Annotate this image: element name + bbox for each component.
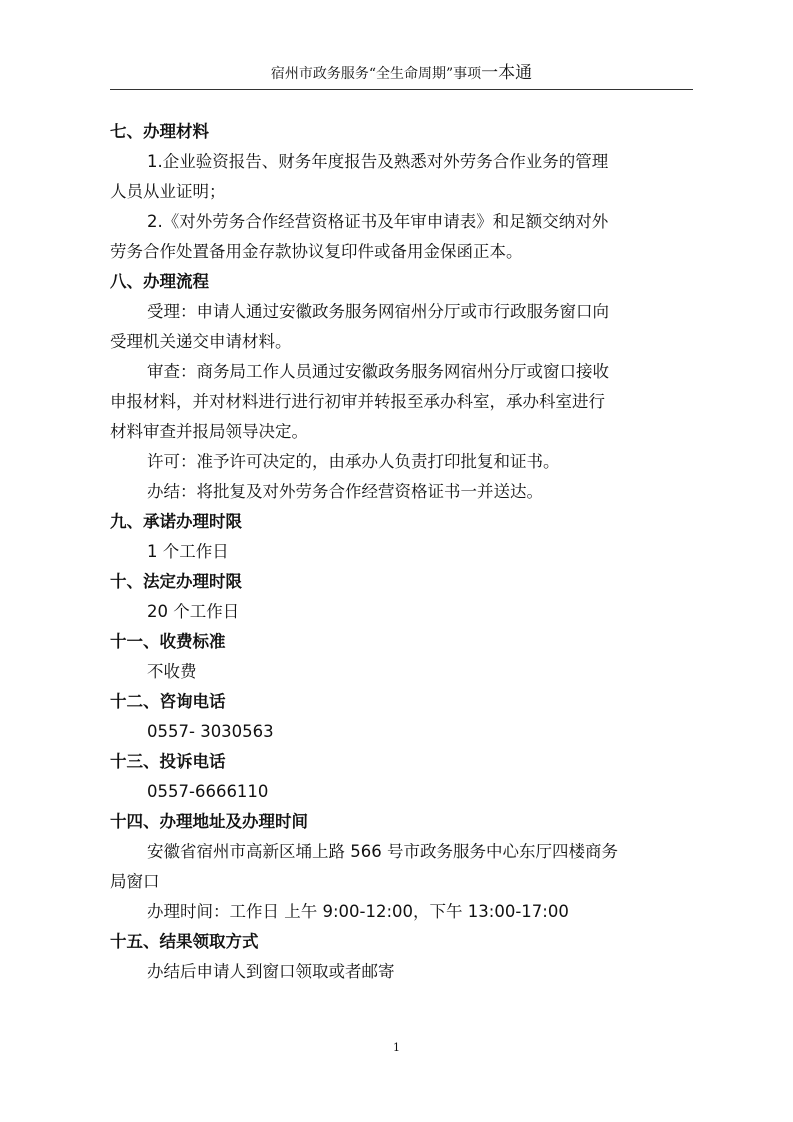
section-heading: 十一、收费标准: [110, 632, 226, 651]
section-heading: 十二、咨询电话: [110, 692, 226, 711]
paragraph-line: 1.企业验资报告、财务年度报告及熟悉对外劳务合作业务的管理: [147, 152, 609, 171]
paragraph-line: 办理时间：工作日 上午 9:00-12:00，下午 13:00-17:00: [147, 902, 569, 921]
section-heading: 七、办理材料: [110, 122, 209, 141]
paragraph-line: 0557- 3030563: [147, 722, 274, 741]
paragraph-line: 20 个工作日: [147, 602, 240, 621]
paragraph-line: 材料审查并报局领导决定。: [110, 422, 308, 441]
paragraph-line: 不收费: [147, 662, 197, 681]
paragraph-line: 审查：商务局工作人员通过安徽政务服务网宿州分厅或窗口接收: [147, 362, 609, 381]
section-heading: 十五、结果领取方式: [110, 932, 259, 951]
paragraph-line: 1 个工作日: [147, 542, 229, 561]
paragraph-line: 办结：将批复及对外劳务合作经营资格证书一并送达。: [147, 482, 543, 501]
paragraph-line: 申报材料，并对材料进行进行初审并转报至承办科室，承办科室进行: [110, 392, 605, 411]
document-body: [110, 117, 695, 987]
section-heading: 九、承诺办理时限: [110, 512, 242, 531]
section-heading: 八、办理流程: [110, 272, 209, 291]
header-title-suffix: 一本通: [481, 63, 533, 83]
paragraph-line: 受理机关递交申请材料。: [110, 332, 292, 351]
section-heading: 十三、投诉电话: [110, 752, 226, 771]
paragraph-line: 安徽省宿州市高新区埇上路 566 号市政务服务中心东厅四楼商务: [147, 842, 618, 861]
paragraph-line: 劳务合作处置备用金存款协议复印件或备用金保函正本。: [110, 242, 523, 261]
page-header: [110, 58, 693, 90]
header-title: 宿州市政务服务“全生命周期”事项: [270, 66, 482, 82]
paragraph-line: 办结后申请人到窗口领取或者邮寄: [147, 962, 395, 981]
paragraph-line: 局窗口: [110, 872, 160, 891]
paragraph-line: 人员从业证明；: [110, 182, 226, 201]
paragraph-line: 2.《对外劳务合作经营资格证书及年审申请表》和足额交纳对外: [147, 212, 609, 231]
section-heading: 十四、办理地址及办理时间: [110, 812, 308, 831]
paragraph-line: 0557-6666110: [147, 782, 269, 801]
page-number: 1: [393, 1041, 400, 1054]
section-heading: 十、法定办理时限: [110, 572, 242, 591]
paragraph-line: 受理：申请人通过安徽政务服务网宿州分厅或市行政服务窗口向: [147, 302, 609, 321]
paragraph-line: 许可：准予许可决定的，由承办人负责打印批复和证书。: [147, 452, 560, 471]
